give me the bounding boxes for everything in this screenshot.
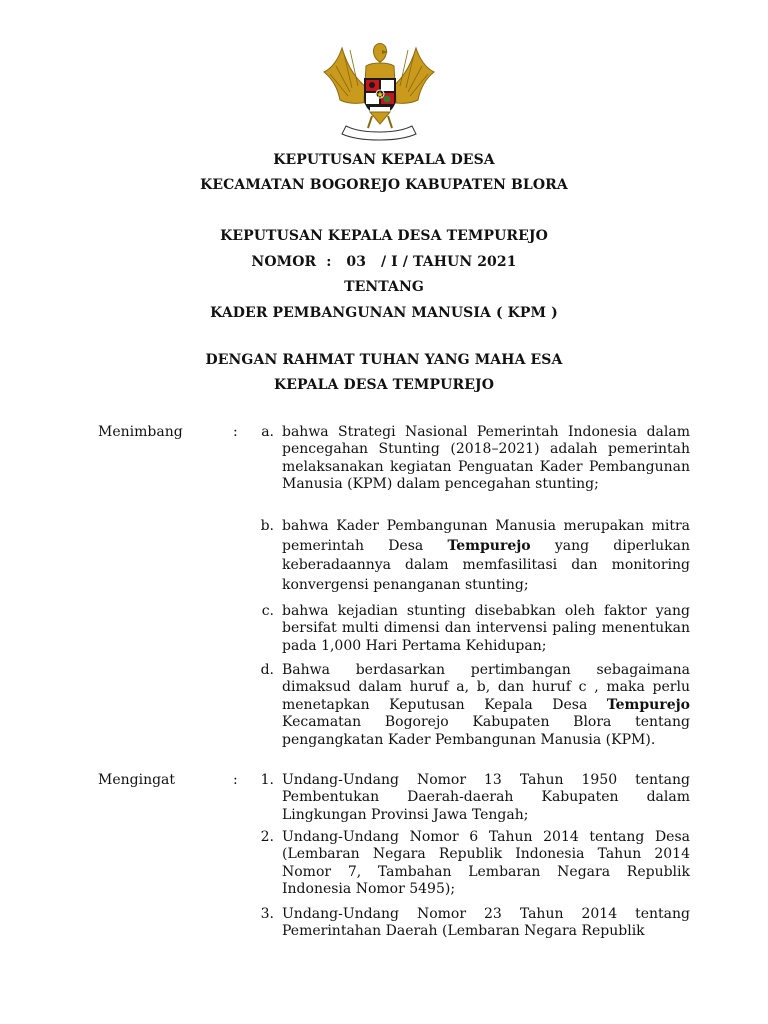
mengingat-item	[240, 772, 690, 824]
mengingat-item	[240, 906, 690, 941]
village-name-bold: Tempurejo	[606, 696, 690, 713]
heading-subject: KADER PEMBANGUNAN MANUSIA ( KPM )	[210, 305, 558, 321]
item-marker: 1.	[260, 772, 274, 788]
item-marker: a.	[261, 424, 274, 440]
heading-blessing: DENGAN RAHMAT TUHAN YANG MAHA ESA	[205, 352, 563, 368]
item-text: bahwa Kader Pembangunan Manusia merupakan mitra pemerintah Desa Tempurejo yang diperlukan keberadaannya dalam memfasilitasi dan monitoring konvergensi penanganan stunting;	[282, 518, 690, 593]
section-colon: :	[233, 772, 238, 788]
menimbang-item	[240, 424, 690, 494]
item-marker: c.	[261, 603, 274, 619]
menimbang-item	[240, 603, 690, 655]
item-marker: d.	[260, 662, 274, 678]
item-marker: 2.	[260, 829, 274, 845]
item-text: bahwa kejadian stunting disebabkan oleh faktor yang bersifat multi dimensi dan intervensi paling menentukan pada 1,000 Hari Pertama Kehidupan;	[282, 603, 690, 654]
item-text: bahwa Strategi Nasional Pemerintah Indonesia dalam pencegahan Stunting (2018–2021) adalah pemerintah melaksanakan kegiatan Penguatan Kader Pembangunan Manusia (KPM) dalam pencegahan stunting;	[282, 424, 690, 493]
heading-decree-title: KEPUTUSAN KEPALA DESA	[273, 152, 495, 168]
item-text: Undang-Undang Nomor 23 Tahun 2014 tentang Pemerintahan Daerah (Lembaran Negara Republik	[282, 906, 690, 940]
village-name-bold: Tempurejo	[447, 537, 531, 554]
section-label-mengingat: Mengingat	[98, 772, 176, 788]
section-colon: :	[233, 424, 238, 440]
item-text: Undang-Undang Nomor 13 Tahun 1950 tentang Pembentukan Daerah-daerah Kabupaten dalam Lingkungan Provinsi Jawa Tengah;	[282, 772, 690, 823]
emblem-motto-ribbon	[342, 126, 416, 140]
garuda-pancasila-emblem	[318, 38, 440, 146]
item-marker: b.	[260, 518, 274, 534]
menimbang-item	[240, 662, 690, 749]
heading-number: NOMOR : 03 / I / TAHUN 2021	[251, 254, 517, 270]
mengingat-item	[240, 829, 690, 899]
heading-village-decree: KEPUTUSAN KEPALA DESA TEMPUREJO	[220, 228, 548, 244]
item-text: Undang-Undang Nomor 6 Tahun 2014 tentang Desa (Lembaran Negara Republik Indonesia Tahun 2014 Nomor 7, Tambahan Lembaran Negara Republik Indonesia Nomor 5495);	[282, 829, 690, 898]
menimbang-item	[240, 517, 690, 595]
item-text: Bahwa berdasarkan pertimbangan sebagaimana dimaksud dalam huruf a, b, dan huruf c , maka perlu menetapkan Keputusan Kepala Desa Tempurejo Kecamatan Bogorejo Kabupaten Blora tentang pengangkatan Kader Pembangunan Manusia (KPM).	[282, 662, 690, 748]
section-label-menimbang: Menimbang	[98, 424, 183, 440]
heading-village-head: KEPALA DESA TEMPUREJO	[274, 377, 494, 393]
item-marker: 3.	[260, 906, 274, 922]
heading-tentang: TENTANG	[344, 279, 424, 295]
heading-district: KECAMATAN BOGOREJO KABUPATEN BLORA	[200, 177, 568, 193]
